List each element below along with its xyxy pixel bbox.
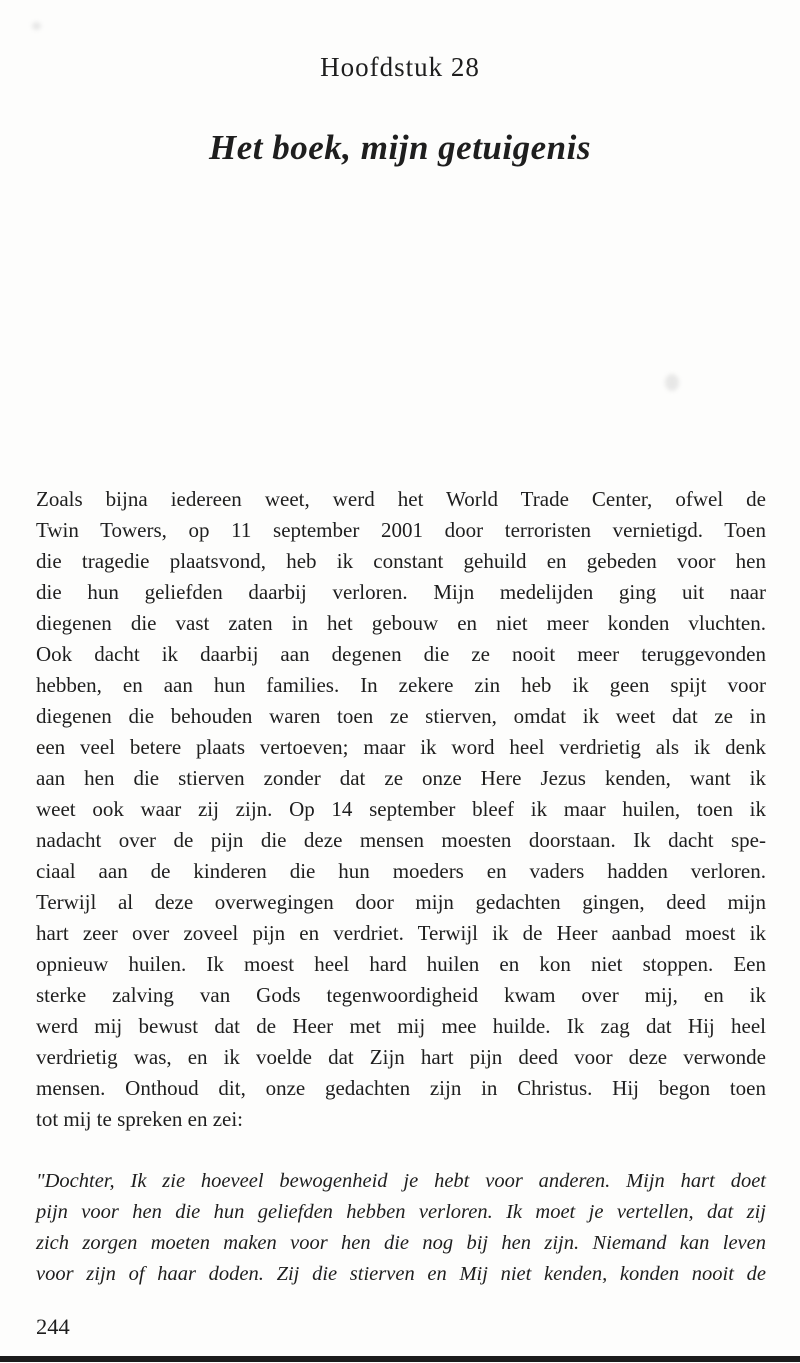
text-line: een veel betere plaats vertoeven; maar ik word heel verdrietig als ik denk	[36, 735, 766, 759]
text-line: nadacht over de pijn die deze mensen moesten doorstaan. Ik dacht spe-	[36, 828, 766, 852]
body-paragraph	[36, 484, 766, 1135]
text-line: die tragedie plaatsvond, heb ik constant gehuild en gebeden voor hen	[36, 549, 766, 573]
text-line: diegenen die behouden waren toen ze stierven, omdat ik weet dat ze in	[36, 704, 766, 728]
text-line: pijn voor hen die hun geliefden hebben verloren. Ik moet je vertellen, dat zij	[36, 1201, 766, 1223]
text-line: zich zorgen moeten maken voor hen die nog bij hen zijn. Niemand kan leven	[36, 1232, 766, 1254]
scan-edge-bar	[0, 1356, 800, 1362]
text-line: voor zijn of haar doden. Zij die stierven en Mij niet kenden, konden nooit de	[36, 1263, 766, 1285]
text-line: tot mij te spreken en zei:	[36, 1107, 244, 1131]
text-line: weet ook waar zij zijn. Op 14 september bleef ik maar huilen, toen ik	[36, 797, 766, 821]
text-line: sterke zalving van Gods tegenwoordigheid kwam over mij, en ik	[36, 983, 766, 1007]
quote-paragraph	[36, 1166, 766, 1290]
text-line: Ook dacht ik daarbij aan degenen die ze nooit meer teruggevonden	[36, 642, 766, 666]
text-line: Twin Towers, op 11 september 2001 door terroristen vernietigd. Toen	[36, 518, 766, 542]
chapter-heading: Hoofdstuk 28	[320, 52, 480, 82]
text-line: "Dochter, Ik zie hoeveel bewogenheid je hebt voor anderen. Mijn hart doet	[36, 1170, 766, 1192]
text-line: Terwijl al deze overwegingen door mijn gedachten gingen, deed mijn	[36, 890, 766, 914]
text-line: mensen. Onthoud dit, onze gedachten zijn in Christus. Hij begon toen	[36, 1076, 766, 1100]
text-line: die hun geliefden daarbij verloren. Mijn medelijden ging uit naar	[36, 580, 766, 604]
text-line: hebben, en aan hun families. In zekere zin heb ik geen spijt voor	[36, 673, 766, 697]
text-line: hart zeer over zoveel pijn en verdriet. Terwijl ik de Heer aanbad moest ik	[36, 921, 766, 945]
text-line: opnieuw huilen. Ik moest heel hard huilen en kon niet stoppen. Een	[36, 952, 766, 976]
scan-smudge	[665, 374, 679, 391]
text-line: ciaal aan de kinderen die hun moeders en vaders hadden verloren.	[36, 859, 766, 883]
text-line: verdrietig was, en ik voelde dat Zijn hart pijn deed voor deze verwonde	[36, 1045, 766, 1069]
text-line: diegenen die vast zaten in het gebouw en niet meer konden vluchten.	[36, 611, 766, 635]
chapter-title: Het boek, mijn getuigenis	[209, 128, 591, 167]
scan-smudge	[32, 22, 41, 30]
text-line: Zoals bijna iedereen weet, werd het World Trade Center, ofwel de	[36, 487, 766, 511]
text-line: aan hen die stierven zonder dat ze onze Here Jezus kenden, want ik	[36, 766, 766, 790]
text-line: werd mij bewust dat de Heer met mij mee huilde. Ik zag dat Hij heel	[36, 1014, 766, 1038]
page-number: 244	[36, 1314, 70, 1339]
